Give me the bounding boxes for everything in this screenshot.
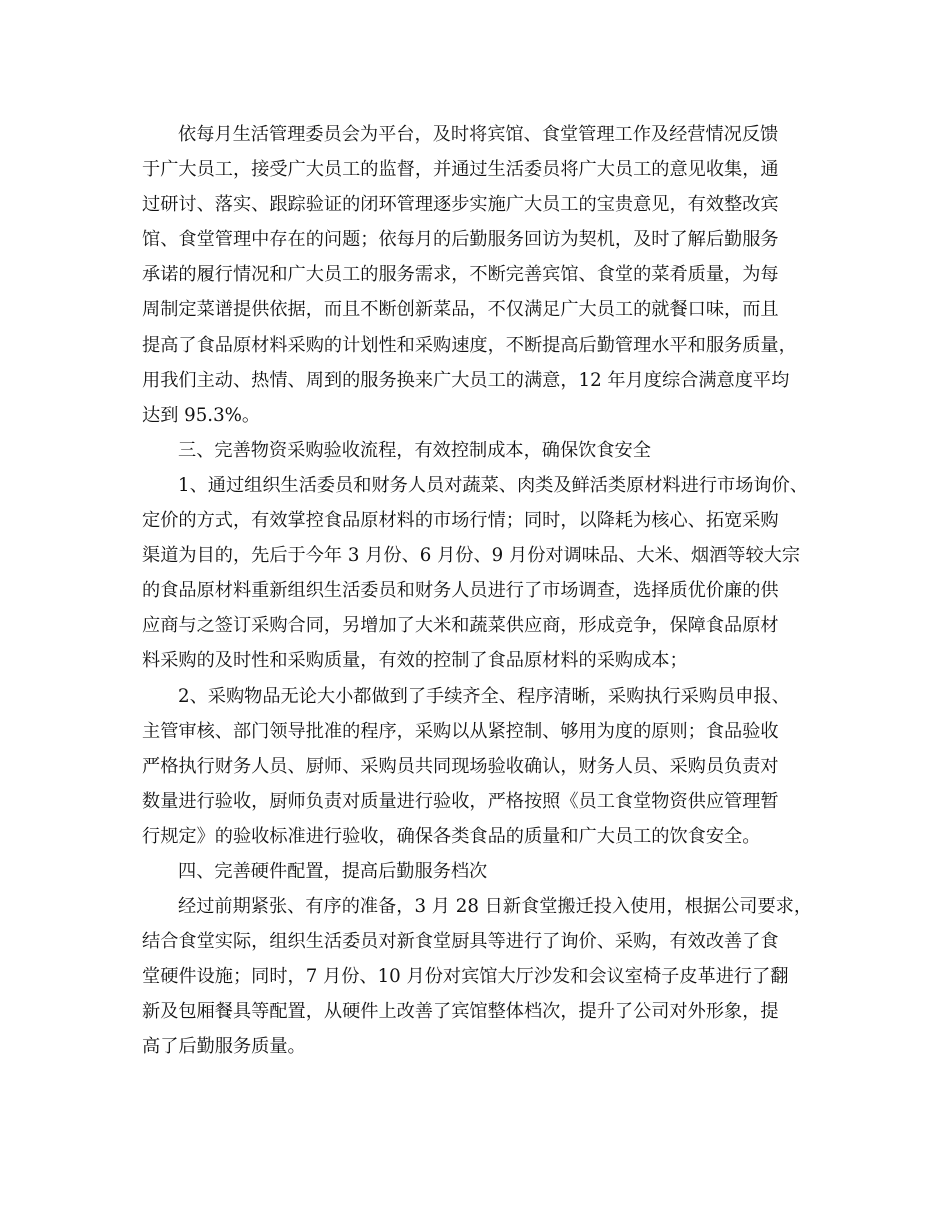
paragraph-service-feedback bbox=[142, 117, 817, 433]
text-line: 过研讨、落实、跟踪验证的闭环管理逐步实施广大员工的宝贵意见，有效整改宾 bbox=[142, 194, 779, 216]
text-line: 定价的方式，有效掌控食品原材料的市场行情；同时，以降耗为核心、拓宽采购 bbox=[142, 510, 779, 532]
text-line: 用我们主动、热情、周到的服务换来广大员工的满意，12 年月度综合满意度平均 bbox=[142, 369, 790, 391]
text-line: 的食品原材料重新组织生活委员和财务人员进行了市场调查，选择质优价廉的供 bbox=[142, 580, 779, 602]
text-line: 新及包厢餐具等配置，从硬件上改善了宾馆整体档次，提升了公司对外形象，提 bbox=[142, 1001, 779, 1023]
document-body bbox=[142, 117, 817, 1065]
text-line: 数量进行验收，厨师负责对质量进行验收，严格按照《员工食堂物资供应管理暂 bbox=[142, 790, 779, 812]
text-line: 依每月生活管理委员会为平台，及时将宾馆、食堂管理工作及经营情况反馈 bbox=[178, 124, 779, 145]
text-line: 结合食堂实际，组织生活委员对新食堂厨具等进行了询价、采购，有效改善了食 bbox=[142, 931, 779, 953]
text-line: 馆、食堂管理中存在的问题；依每月的后勤服务回访为契机，及时了解后勤服务 bbox=[142, 229, 779, 251]
text-line: 严格执行财务人员、厨师、采购员共同现场验收确认，财务人员、采购员负责对 bbox=[142, 755, 779, 777]
text-line: 主管审核、部门领导批准的程序，采购以从紧控制、够用为度的原则；食品验收 bbox=[142, 720, 779, 742]
paragraph-procurement-inspection bbox=[142, 679, 817, 854]
section-heading-procurement bbox=[142, 433, 817, 468]
text-line: 料采购的及时性和采购质量，有效的控制了食品原材料的采购成本； bbox=[142, 650, 688, 672]
text-line: 周制定菜谱提供依据，而且不断创新菜品，不仅满足广大员工的就餐口味，而且 bbox=[142, 299, 779, 321]
heading-line: 三、完善物资采购验收流程，有效控制成本，确保饮食安全 bbox=[178, 439, 651, 461]
text-line: 堂硬件设施；同时，7 月份、10 月份对宾馆大厅沙发和会议室椅子皮革进行了翻 bbox=[142, 966, 789, 988]
text-line: 高了后勤服务质量。 bbox=[142, 1036, 306, 1058]
text-line: 应商与之签订采购合同，另增加了大米和蔬菜供应商，形成竞争，保障食品原材 bbox=[142, 615, 779, 637]
text-line: 1、通过组织生活委员和财务人员对蔬菜、肉类及鲜活类原材料进行市场询价、 bbox=[178, 474, 808, 496]
text-line: 达到 95.3%。 bbox=[142, 404, 261, 426]
text-line: 行规定》的验收标准进行验收，确保各类食品的质量和广大员工的饮食安全。 bbox=[142, 825, 761, 847]
text-line: 于广大员工，接受广大员工的监督，并通过生活委员将广大员工的意见收集，通 bbox=[142, 159, 779, 181]
paragraph-hardware-upgrade bbox=[142, 889, 817, 1064]
text-line: 2、采购物品无论大小都做到了手续齐全、程序清晰，采购执行采购员申报、 bbox=[178, 685, 790, 707]
text-line: 承诺的履行情况和广大员工的服务需求，不断完善宾馆、食堂的菜肴质量，为每 bbox=[142, 264, 779, 286]
text-line: 提高了食品原材料采购的计划性和采购速度，不断提高后勤管理水平和服务质量， bbox=[142, 334, 797, 356]
text-line: 渠道为目的，先后于今年 3 月份、6 月份、9 月份对调味品、大米、烟酒等较大宗 bbox=[142, 545, 801, 567]
section-heading-hardware bbox=[142, 854, 817, 889]
text-line: 经过前期紧张、有序的准备，3 月 28 日新食堂搬迁投入使用，根据公司要求， bbox=[178, 896, 813, 918]
paragraph-procurement-pricing bbox=[142, 468, 817, 679]
heading-line: 四、完善硬件配置，提高后勤服务档次 bbox=[178, 860, 488, 882]
